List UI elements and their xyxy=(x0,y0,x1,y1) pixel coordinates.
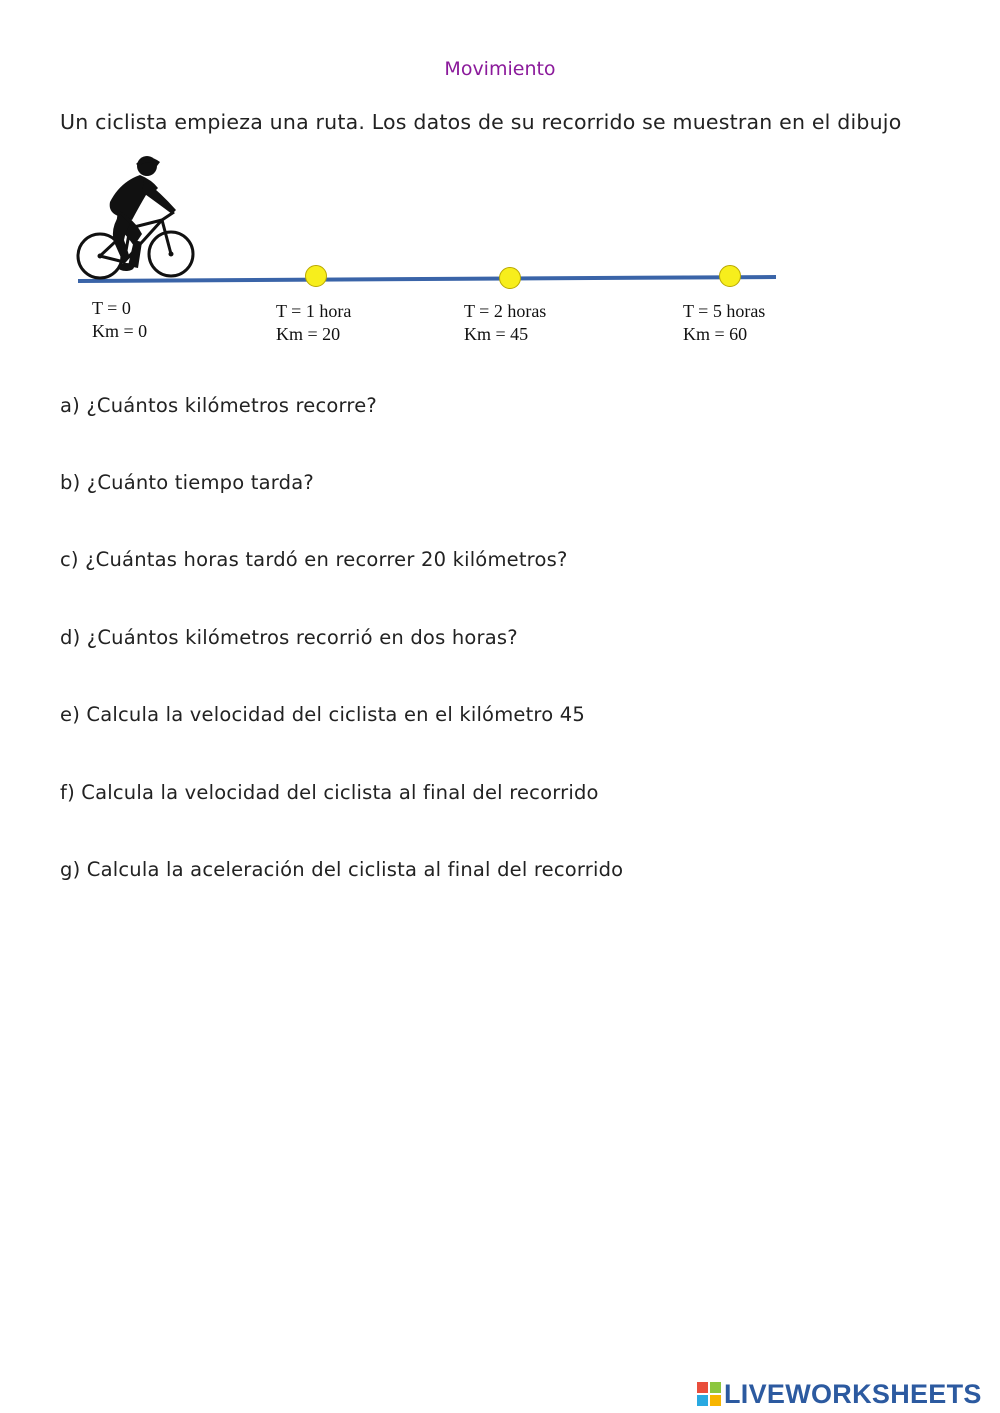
intro-text: Un ciclista empieza una ruta. Los datos de su recorrido se muestran en el dibujo xyxy=(60,110,902,134)
route-label-time: T = 2 horas xyxy=(464,301,547,321)
route-label-1 xyxy=(276,300,351,346)
question-c: c) ¿Cuántas horas tardó en recorrer 20 kilómetros? xyxy=(60,548,568,571)
question-g: g) Calcula la aceleración del ciclista al final del recorrido xyxy=(60,858,624,881)
route-label-km: Km = 45 xyxy=(464,324,529,344)
question-b: b) ¿Cuánto tiempo tarda? xyxy=(60,471,314,494)
route-label-3 xyxy=(683,300,765,346)
route-marker-2 xyxy=(500,268,521,289)
route-label-2 xyxy=(464,300,546,346)
route-label-time: T = 1 hora xyxy=(276,301,352,321)
route-label-time: T = 5 horas xyxy=(683,301,766,321)
route-diagram xyxy=(60,150,820,370)
route-label-time: T = 0 xyxy=(92,298,131,318)
page-title: Movimiento xyxy=(444,58,556,80)
route-marker-3 xyxy=(720,266,741,287)
brand-name: LIVEWORKSHEETS xyxy=(724,1378,982,1409)
route-label-km: Km = 0 xyxy=(92,321,148,341)
liveworksheets-logo xyxy=(697,1378,982,1410)
liveworksheets-icon xyxy=(697,1382,721,1406)
route-label-0 xyxy=(92,297,147,343)
question-a: a) ¿Cuántos kilómetros recorre? xyxy=(60,394,377,417)
cyclist-icon xyxy=(78,156,193,278)
question-e: e) Calcula la velocidad del ciclista en el kilómetro 45 xyxy=(60,703,585,726)
route-label-km: Km = 60 xyxy=(683,324,748,344)
route-line xyxy=(78,277,776,281)
question-d: d) ¿Cuántos kilómetros recorrió en dos horas? xyxy=(60,626,518,649)
question-f: f) Calcula la velocidad del ciclista al final del recorrido xyxy=(60,781,599,804)
route-label-km: Km = 20 xyxy=(276,324,341,344)
route-marker-1 xyxy=(306,266,327,287)
